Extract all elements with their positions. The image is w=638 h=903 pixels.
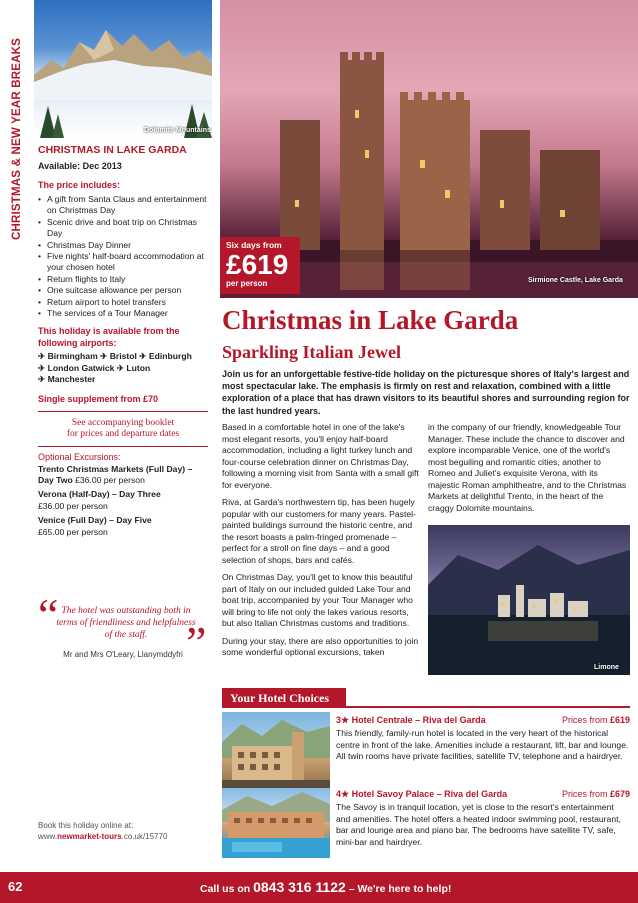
list-item: • Return flights to Italy [38,274,208,285]
testimonial-quote [38,589,208,672]
airport-line: ✈ Birmingham ✈ Bristol ✈ Edinburgh [38,351,192,362]
hotel-heading [336,714,630,726]
limone-illustration [428,525,630,675]
divider [38,411,208,412]
book-online-label: Book this holiday online at: [38,821,134,830]
excursion-item [38,464,208,487]
hotel-centrale-illustration [222,712,330,790]
mountain-illustration [34,20,212,100]
open-quote-mark: “ [38,589,59,640]
excursion-name: Verona (Half-Day) – Day Three [38,489,161,500]
hotel-name: 3★ Hotel Centrale – Riva del Garda [336,715,486,725]
hotel-savoy-palace [336,788,630,848]
hotel-description: This friendly, family-run hotel is located in the very heart of the historical centre in front of the lake. Amenities include a restaurant, lift, bar and lounge. All twin rooms have private facilities, satellite TV, telephone and a hairdryer. [336,728,629,762]
footer-bar [0,872,638,903]
hotel-centrale-photo [222,712,330,790]
book-online-url[interactable]: www.newmarket-tours.co.uk/15770 [38,832,168,842]
limone-caption: Limone [594,664,619,671]
body-paragraph: in the company of our friendly, knowledgeable Tour Manager. These include the chance to discover and explore incomparable Venice, one of the world's most beguiling and romantic cities, another to Romeo and Juliet's exquisite Verona, with its majestic Roman amphitheatre, and to the Christmas Markets at delightful Trento, in the heart of the craggy Dolomite mountains. [428,422,627,513]
page-number: 62 [8,879,23,894]
includes-heading: The price includes: [38,179,121,190]
list-item: • Christmas Day Dinner [38,240,208,251]
excursion-item [38,489,208,512]
price-amount: £619 [226,249,289,280]
body-paragraph: On Christmas Day, you'll get to know this beautiful part of Italy on our included guided Lake Tour and boat trip, accompanied by your Tour Manager who will bring to life not only the lakes various resorts, but also Italian Christmas customs and traditions. [222,572,413,629]
excursion-name: Venice (Full Day) – Day Five [38,515,152,526]
hotel-description: The Savoy is in tranquil location, yet is close to the resort's entertainment and amenities. The hotel offers a heated indoor swimming pool, restaurant, bar and lounge area and piano bar. The bedrooms have satellite TV, safe, mini-bar and hairdryer. [336,802,621,847]
hotel-choices-title: Your Hotel Choices [222,688,346,708]
book-online [38,820,218,842]
intro-paragraph: Join us for an unforgettable festive-tide holiday on the picturesque shores of Italy's largest and most spectacular lake. The emphasis is firmly on rest and relaxation, combined with a little exploration of a place that has drawn visitors to its beautiful shores and surrounding region for the last hundred years. [222,369,630,416]
booklet-note [38,416,208,442]
list-item: • The services of a Tour Manager [38,308,208,319]
list-item: • A gift from Santa Claus and entertainment on Christmas Day [38,194,208,217]
excursion-price: £65.00 per person [38,526,108,537]
list-item: • Return airport to hotel transfers [38,297,208,308]
price-per-label: per person [226,279,268,288]
hotel-price: Prices from £619 [561,715,630,725]
phone-number[interactable]: 0843 316 1122 [253,879,346,895]
close-quote-mark: ” [186,617,207,668]
body-paragraph: Riva, at Garda's northwestern tip, has been hugely popular with our customers for many years. Pastel-painted buildings surround the historic centre, and the resort boasts a palm-fringed promenade – perfect for a stroll on fine days – and a good selection of shops, bars and cafés. [222,497,416,565]
hotel-savoy-illustration [222,788,330,858]
body-paragraph: During your stay, there are also opportunities to join some wonderful optional excursions, taken [222,635,419,658]
excursion-price: £36.00 per person [38,500,108,511]
hotel-heading [336,788,630,800]
availability: Available: Dec 2013 [38,160,122,171]
hotel-price: Prices from £679 [561,789,630,799]
hotel-centrale [336,714,630,763]
excursion-item [38,515,208,538]
quote-author: Mr and Mrs O'Leary, Llanymddyfri [63,650,183,659]
dolomite-caption: Dolomite Mountains [144,127,211,134]
section-label: CHRISTMAS & NEW YEAR BREAKS [11,38,23,240]
excursions [38,452,208,539]
price-from-label: Six days from [226,240,282,250]
body-column-a [222,422,420,665]
price-box [220,237,300,294]
body-paragraph: Based in a comfortable hotel in one of the lake's most elegant resorts, you'll enjoy half-board accommodation, including a light turkey lunch and four-course celebration dinner on Christmas Day, following a morning visit from Santa with a small gift for everyone. [222,422,419,490]
divider [346,706,630,708]
body-column-b [428,422,630,520]
limone-photo [428,525,630,675]
left-column [38,144,208,541]
list-item: • One suitcase allowance per person [38,285,208,296]
footer-call: Call us on 0843 316 1122 – We're here to help! [200,879,452,895]
castle-caption: Sirmione Castle, Lake Garda [528,277,623,284]
list-item: • Five nights' half-board accommodation at your chosen hotel [38,251,208,274]
page-title: Christmas in Lake Garda [222,305,519,335]
quote-text: The hotel was outstanding both in terms of friendliness and helpfulness of the staff. [56,606,196,640]
excursions-heading: Optional Excursions: [38,451,121,462]
airports-list [38,351,208,385]
booklet-line: for prices and departure dates [66,428,180,439]
hotel-choices-header [222,688,630,708]
excursion-price: £36.00 per person [75,474,145,485]
page-subtitle: Sparkling Italian Jewel [222,342,402,362]
holiday-title: CHRISTMAS IN LAKE GARDA [38,144,187,156]
hotel-name: 4★ Hotel Savoy Palace – Riva del Garda [336,789,508,799]
excursion-name: Trento Christmas Markets (Full Day) – Day Two [38,463,193,485]
list-item: • Scenic drive and boat trip on Christmas Day [38,217,208,240]
airports-heading: This holiday is available from the following airports: [38,325,180,348]
single-supplement: Single supplement from £70 [38,393,159,404]
airport-line: ✈ London Gatwick ✈ Luton [38,362,151,373]
hotel-savoy-photo [222,788,330,858]
airport-line: ✈ Manchester [38,374,96,385]
booklet-line: See accompanying booklet [71,417,175,428]
includes-list [38,194,208,320]
dolomite-photo [34,0,212,138]
divider [38,446,208,447]
